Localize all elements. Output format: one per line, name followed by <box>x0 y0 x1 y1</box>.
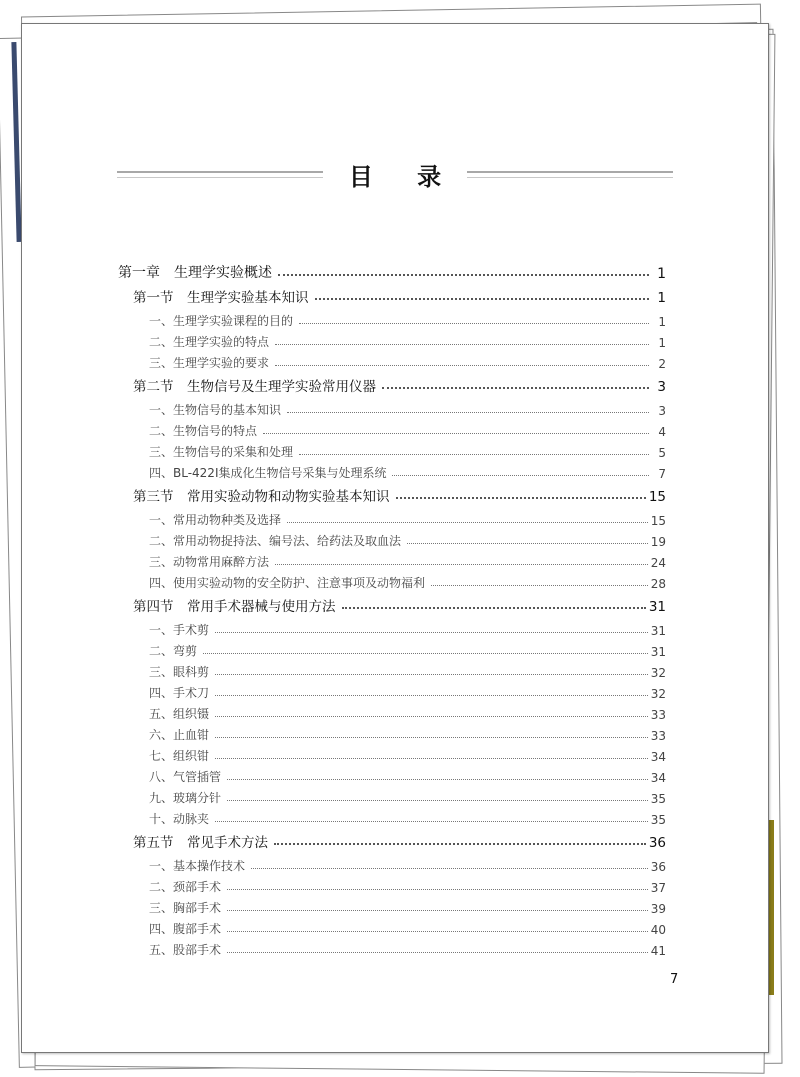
title-rule-left <box>117 171 323 178</box>
toc-entry-label: 三、眼科剪 <box>149 665 210 679</box>
toc-entry-label: 第四节 常用手术器械与使用方法 <box>133 599 336 615</box>
toc-section-entry[interactable] <box>118 371 666 395</box>
toc-entry-page: 15 <box>648 489 666 505</box>
dot-leader <box>342 607 646 609</box>
toc-entry-label: 五、组织镊 <box>149 707 210 721</box>
toc-entry-label: 第一章 生理学实验概述 <box>118 265 272 281</box>
toc-item-entry[interactable] <box>118 638 666 659</box>
toc-entry-label: 十、动脉夹 <box>149 812 210 826</box>
toc-entry-label: 三、胸部手术 <box>149 901 222 915</box>
dot-leader <box>227 952 648 953</box>
toc-entry-page: 3 <box>657 379 666 395</box>
toc-entry-label: 第五节 常见手术方法 <box>133 835 268 851</box>
toc-entry-label: 一、手术剪 <box>149 623 210 637</box>
toc-item-entry[interactable] <box>118 743 666 764</box>
toc-entry-page: 19 <box>650 535 666 549</box>
dot-leader <box>215 758 648 759</box>
toc-entry-page: 31 <box>648 599 666 615</box>
dot-leader <box>215 716 648 717</box>
toc-entry-label: 四、BL-422I集成化生物信号采集与处理系统 <box>149 466 387 480</box>
toc-entry-label: 七、组织钳 <box>149 749 210 763</box>
toc-entry-label: 一、常用动物种类及选择 <box>149 513 282 527</box>
dot-leader <box>227 931 648 932</box>
toc-entry-page: 39 <box>650 902 666 916</box>
toc-entry-label: 二、生理学实验的特点 <box>149 335 270 349</box>
toc-entry-page: 33 <box>650 729 666 743</box>
toc-entry-page: 2 <box>658 357 666 371</box>
toc-entry-page: 40 <box>650 923 666 937</box>
dot-leader <box>315 298 650 300</box>
toc-entry-label: 四、腹部手术 <box>149 922 222 936</box>
toc-item-entry[interactable] <box>118 570 666 591</box>
toc-entry-label: 四、使用实验动物的安全防护、注意事项及动物福利 <box>149 576 426 590</box>
toc-entry-label: 九、玻璃分针 <box>149 791 222 805</box>
dot-leader <box>299 323 649 324</box>
dot-leader <box>287 522 648 523</box>
dot-leader <box>278 274 649 276</box>
toc-item-entry[interactable] <box>118 350 666 371</box>
toc-item-entry[interactable] <box>118 460 666 481</box>
toc-item-entry[interactable] <box>118 722 666 743</box>
toc-entry-page: 31 <box>650 624 666 638</box>
toc-entry-page: 28 <box>650 577 666 591</box>
toc-entry-label: 二、颈部手术 <box>149 880 222 894</box>
toc-chapter-entry[interactable] <box>118 258 666 282</box>
toc-entry-page: 32 <box>650 687 666 701</box>
dot-leader <box>227 910 648 911</box>
dot-leader <box>275 344 649 345</box>
toc-entry-page: 41 <box>650 944 666 958</box>
toc-item-entry[interactable] <box>118 439 666 460</box>
toc-section-entry[interactable] <box>118 481 666 505</box>
dot-leader <box>274 843 646 845</box>
dot-leader <box>215 632 648 633</box>
toc-entry-label: 六、止血钳 <box>149 728 210 742</box>
dot-leader <box>251 868 648 869</box>
toc-item-entry[interactable] <box>118 659 666 680</box>
page-title: 目 录 <box>348 162 460 191</box>
toc-item-entry[interactable] <box>118 785 666 806</box>
toc-entry-page: 1 <box>657 290 666 306</box>
toc-entry-page: 24 <box>650 556 666 570</box>
toc-entry-page: 7 <box>658 467 666 481</box>
toc-entry-page: 32 <box>650 666 666 680</box>
toc-section-entry[interactable] <box>118 282 666 306</box>
toc-entry-label: 二、弯剪 <box>149 644 198 658</box>
dot-leader <box>203 653 648 654</box>
dot-leader <box>215 674 648 675</box>
toc-entry-label: 二、常用动物捉持法、编号法、给药法及取血法 <box>149 534 402 548</box>
toc-entry-page: 3 <box>658 404 666 418</box>
toc-entry-label: 三、生物信号的采集和处理 <box>149 445 294 459</box>
toc-entry-page: 35 <box>650 792 666 806</box>
dot-leader <box>263 433 649 434</box>
toc-entry-page: 33 <box>650 708 666 722</box>
toc-item-entry[interactable] <box>118 615 666 638</box>
toc-item-entry[interactable] <box>118 916 666 937</box>
page-number: 7 <box>670 972 679 987</box>
dot-leader <box>407 543 648 544</box>
toc-entry-page: 37 <box>650 881 666 895</box>
toc-item-entry[interactable] <box>118 764 666 785</box>
toc-entry-page: 35 <box>650 813 666 827</box>
dot-leader <box>396 497 646 499</box>
dot-leader <box>287 412 649 413</box>
toc-entry-page: 1 <box>658 315 666 329</box>
dot-leader <box>299 454 649 455</box>
dot-leader <box>215 821 648 822</box>
toc-entry-page: 4 <box>658 425 666 439</box>
toc-entry-page: 1 <box>658 336 666 350</box>
toc-entry-page: 34 <box>650 771 666 785</box>
toc-entry-label: 第一节 生理学实验基本知识 <box>133 290 309 306</box>
toc-entry-label: 第二节 生物信号及生理学实验常用仪器 <box>133 379 376 395</box>
toc-item-entry[interactable] <box>118 851 666 874</box>
toc-page <box>21 23 769 1053</box>
toc-entry-label: 一、基本操作技术 <box>149 859 246 873</box>
dot-leader <box>227 779 648 780</box>
dot-leader <box>275 365 649 366</box>
dot-leader <box>215 695 648 696</box>
dot-leader <box>215 737 648 738</box>
dot-leader <box>431 585 648 586</box>
toc-section-entry[interactable] <box>118 591 666 615</box>
toc-entry-label: 一、生理学实验课程的目的 <box>149 314 294 328</box>
toc-entry-page: 5 <box>658 446 666 460</box>
toc-item-entry[interactable] <box>118 329 666 350</box>
toc-item-entry[interactable] <box>118 528 666 549</box>
toc-item-entry[interactable] <box>118 701 666 722</box>
toc-item-entry[interactable] <box>118 549 666 570</box>
toc-item-entry[interactable] <box>118 937 666 958</box>
toc-entry-label: 第三节 常用实验动物和动物实验基本知识 <box>133 489 390 505</box>
dot-leader <box>275 564 648 565</box>
title-header <box>117 154 673 194</box>
toc-item-entry[interactable] <box>118 895 666 916</box>
toc-item-entry[interactable] <box>118 505 666 528</box>
toc-entry-label: 四、手术刀 <box>149 686 210 700</box>
toc-item-entry[interactable] <box>118 806 666 827</box>
toc-entry-label: 一、生物信号的基本知识 <box>149 403 282 417</box>
toc-entry-page: 15 <box>650 514 666 528</box>
toc-entry-label: 八、气管插管 <box>149 770 222 784</box>
toc-item-entry[interactable] <box>118 418 666 439</box>
toc-entry-label: 三、动物常用麻醉方法 <box>149 555 270 569</box>
dot-leader <box>227 800 648 801</box>
dot-leader <box>382 387 649 389</box>
toc-entry-page: 36 <box>650 860 666 874</box>
toc-entry-page: 31 <box>650 645 666 659</box>
toc-entry-label: 三、生理学实验的要求 <box>149 356 270 370</box>
toc-entry-label: 二、生物信号的特点 <box>149 424 258 438</box>
toc-entry-page: 1 <box>657 266 666 282</box>
toc-item-entry[interactable] <box>118 874 666 895</box>
toc-entry-label: 五、股部手术 <box>149 943 222 957</box>
toc-section-entry[interactable] <box>118 827 666 851</box>
dot-leader <box>227 889 648 890</box>
dot-leader <box>392 475 649 476</box>
toc-entry-page: 36 <box>648 835 666 851</box>
toc-item-entry[interactable] <box>118 395 666 418</box>
toc-item-entry[interactable] <box>118 306 666 329</box>
toc-entry-page: 34 <box>650 750 666 764</box>
table-of-contents <box>118 258 666 958</box>
toc-item-entry[interactable] <box>118 680 666 701</box>
title-rule-right <box>467 171 673 178</box>
